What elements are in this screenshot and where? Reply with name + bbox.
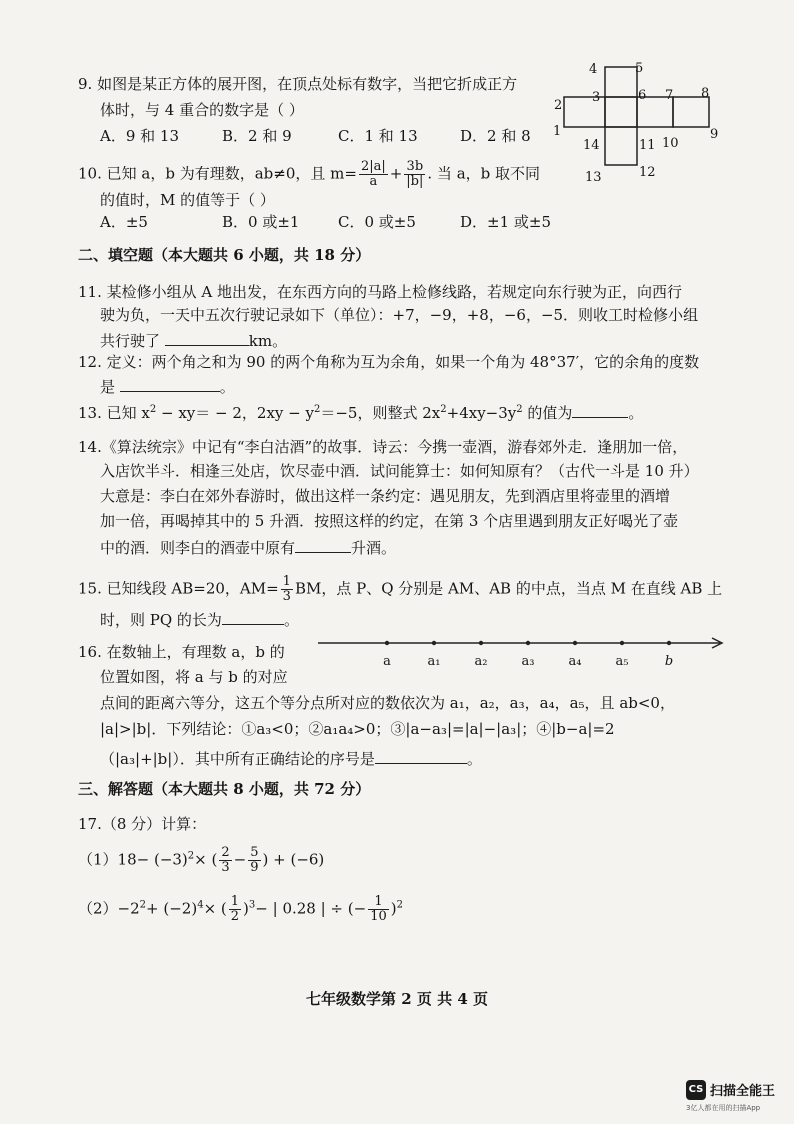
- q17-fraction: [229, 895, 241, 924]
- number-line-point: [526, 641, 530, 645]
- number-line-label: a₄: [568, 654, 582, 669]
- q15-text: 15. 已知线段 AB=20，AM=: [78, 579, 279, 598]
- exponent: 2: [440, 404, 447, 415]
- q17-text: − | 0.28 | ÷ (−: [255, 899, 367, 918]
- q17-text: ) + (−6): [262, 850, 325, 869]
- q16-line3: 点间的距离六等分，这五个等分点所对应的数依次为 a₁，a₂，a₃，a₄，a₅，且 ab<0，: [100, 694, 675, 712]
- q10-line1: [78, 160, 540, 189]
- q15-fraction: [281, 575, 293, 604]
- vertex-label: 12: [639, 165, 656, 180]
- number-line-points: [383, 641, 673, 669]
- q14-line2: 入店饮半斗．相逢三处店，饮尽壶中酒．试问能算士：如何知原有？（古代一斗是 10 升）: [100, 462, 699, 480]
- q15-period: 。: [283, 611, 299, 629]
- fraction-numerator: 1: [282, 574, 291, 589]
- q9-option-a: A．9 和 13: [100, 127, 179, 145]
- q16-period: 。: [466, 750, 482, 768]
- q17-part1: [78, 846, 324, 875]
- q13-text: ＝−5，则整式 2x: [320, 404, 441, 422]
- q13-text: 13. 已知 x: [78, 404, 150, 422]
- vertex-label: 7: [665, 88, 674, 103]
- minus-sign: −: [233, 850, 247, 869]
- number-line-point: [432, 641, 436, 645]
- q16-line4: |a|>|b|．下列结论：①a₃<0；②a₁a₄>0；③|a−a₃|=|a|−|a₃|；④|b−a|=2: [100, 720, 615, 738]
- cube-net-figure: [550, 55, 730, 190]
- q9-option-d: D．2 和 8: [460, 127, 531, 145]
- vertex-label: 2: [554, 98, 563, 113]
- fraction-denominator: 3: [221, 860, 230, 875]
- fraction-numerator: 1: [230, 894, 240, 909]
- section-3-heading: 三、解答题（本大题共 8 小题，共 72 分）: [78, 780, 371, 798]
- q10-line2: 的值时，M 的值等于（ ）: [100, 191, 275, 209]
- q14-line1: 14.《算法统宗》中记有“李白沽酒”的故事．诗云：今携一壶酒，游春郊外走．逢朋加一倍，: [78, 438, 688, 456]
- q10-option-b: B．0 或±1: [222, 213, 300, 231]
- q15-text: 时，则 PQ 的长为: [100, 611, 222, 629]
- q12-line2: [100, 375, 235, 397]
- watermark-subtitle: 3亿人都在用的扫描App: [686, 1104, 761, 1112]
- fraction-numerator: 1: [368, 895, 389, 910]
- exponent: 2: [516, 404, 523, 415]
- q17-part2: [78, 895, 403, 924]
- q16-line5: [100, 747, 482, 769]
- net-face-right2: [673, 97, 709, 127]
- q14-unit: 升酒。: [351, 539, 397, 557]
- number-line-label: a₃: [521, 654, 535, 669]
- q9-line2: 体时，与 4 重合的数字是（ ）: [100, 101, 304, 119]
- number-line-point: [479, 641, 483, 645]
- q15-text: BM，点 P、Q 分别是 AM、AB 的中点，当点 M 在直线 AB 上: [294, 579, 723, 598]
- watermark-title: 扫描全能王: [710, 1084, 776, 1099]
- plus-sign: +: [389, 164, 403, 183]
- number-line-point: [573, 641, 577, 645]
- exponent: 2: [149, 404, 157, 415]
- answer-blank[interactable]: [165, 329, 249, 346]
- q10-suffix: . 当 a，b 取不同: [427, 164, 541, 183]
- fraction-denominator: 2: [230, 909, 240, 924]
- q17-text: × (: [203, 899, 227, 918]
- exponent: 3: [248, 899, 256, 911]
- answer-blank[interactable]: [375, 747, 467, 764]
- q14-line4: 加一倍，再喝掉其中的 5 升酒．按照这样的约定，在第 3 个店里遇到朋友正好喝光了壶: [100, 512, 679, 530]
- answer-blank[interactable]: [572, 401, 628, 418]
- number-line-label: a₂: [474, 654, 488, 669]
- q17-fraction: [219, 846, 231, 875]
- q13-text: 的值为: [522, 404, 573, 422]
- q17-text: ): [243, 899, 249, 918]
- fraction-denominator: 3: [282, 589, 291, 604]
- q14-line5: [100, 536, 396, 558]
- vertex-label: 6: [638, 88, 647, 103]
- q17-text: （2）−2: [78, 899, 140, 918]
- q12-text: 是: [100, 378, 116, 396]
- q9-line1: 9. 如图是某正方体的展开图，在顶点处标有数字，当把它折成正方: [78, 75, 518, 93]
- vertex-label: 11: [639, 138, 656, 153]
- q11-line1: 11. 某检修小组从 A 地出发，在东西方向的马路上检修线路，若规定向东行驶为正，向西行: [78, 283, 682, 301]
- q17-title: 17.（8 分）计算：: [78, 815, 207, 833]
- exponent: 2: [187, 850, 195, 862]
- exponent: 2: [396, 899, 403, 911]
- answer-blank[interactable]: [120, 375, 220, 392]
- number-line-label: b: [664, 654, 674, 669]
- number-line-label: a₅: [615, 654, 629, 669]
- net-face-top: [605, 67, 637, 97]
- q10-fraction-2: [404, 160, 425, 189]
- q17-fraction: [368, 895, 389, 924]
- net-face-center: [605, 97, 637, 127]
- q16-line1: 16. 在数轴上，有理数 a，b 的: [78, 643, 285, 661]
- q13-text: − xy＝ − 2，2xy − y: [156, 404, 314, 422]
- q11-line2: 驶为负，一天中五次行驶记录如下（单位）：+7，−9，+8，−6，−5．则收工时检修小组: [100, 306, 699, 324]
- vertex-label: 1: [553, 124, 562, 139]
- vertex-label: 4: [589, 62, 598, 77]
- q10-option-a: A．±5: [100, 213, 148, 231]
- vertex-label: 13: [585, 170, 602, 185]
- page-footer: 七年级数学第 2 页 共 4 页: [306, 990, 488, 1008]
- answer-blank[interactable]: [295, 536, 351, 553]
- q9-option-c: C．1 和 13: [338, 127, 418, 145]
- q13-period: 。: [628, 404, 644, 422]
- fraction-numerator: 3b: [404, 160, 425, 175]
- fraction-denominator: a: [369, 174, 378, 189]
- q13-line: [78, 400, 643, 423]
- q17-text: （1）18− (−3): [78, 850, 188, 869]
- q12-line1: 12. 定义：两个角之和为 90 的两个角称为互为余角，如果一个角为 48°37′，它的余角的度数: [78, 353, 700, 371]
- number-line-figure: [318, 634, 728, 674]
- number-line-label: a: [383, 654, 391, 669]
- camscanner-logo-icon: CS: [686, 1080, 706, 1100]
- section-2-heading: 二、填空题（本大题共 6 小题，共 18 分）: [78, 246, 371, 264]
- q17-text: ): [390, 899, 397, 918]
- q13-text: +4xy−3y: [446, 404, 517, 422]
- number-line-point: [667, 641, 671, 645]
- q10-option-c: C．0 或±5: [338, 213, 416, 231]
- vertex-label: 9: [710, 127, 719, 142]
- q16-line2: 位置如图，将 a 与 b 的对应: [100, 668, 288, 686]
- q14-line3: 大意是：李白在郊外春游时，做出这样一条约定：遇见朋友，先到酒店里将壶里的酒增: [100, 487, 671, 505]
- vertex-label: 10: [662, 136, 679, 151]
- q15-line1: [78, 575, 722, 604]
- q17-fraction: [248, 846, 260, 875]
- vertex-label: 3: [592, 90, 601, 105]
- vertex-label: 8: [701, 86, 710, 101]
- fraction-denominator: |b|: [406, 174, 424, 189]
- exponent: 2: [139, 899, 147, 911]
- q17-text: × (: [194, 850, 218, 869]
- fraction-denominator: 9: [250, 860, 259, 875]
- exponent: 2: [313, 404, 321, 415]
- number-line-point: [385, 641, 389, 645]
- number-line-label: a₁: [427, 654, 441, 669]
- q10-option-d: D．±1 或±5: [460, 213, 552, 231]
- net-face-bottom: [605, 127, 637, 165]
- q10-fraction-1: [359, 160, 388, 189]
- q11-line3: [100, 329, 287, 351]
- q11-text: 共行驶了: [100, 332, 161, 350]
- answer-blank[interactable]: [222, 608, 284, 625]
- fraction-denominator: 10: [370, 909, 387, 924]
- exponent: 4: [197, 899, 204, 911]
- vertex-label: 14: [583, 138, 600, 153]
- q11-unit: km。: [248, 332, 288, 350]
- q9-option-b: B．2 和 9: [222, 127, 292, 145]
- q14-text: 中的酒．则李白的酒壶中原有: [100, 539, 296, 557]
- number-line-point: [620, 641, 624, 645]
- q12-period: 。: [219, 378, 235, 396]
- fraction-numerator: 5: [250, 845, 259, 860]
- q10-prefix: 10. 已知 a，b 为有理数，ab≠0，且 m=: [78, 164, 357, 183]
- q15-line2: [100, 608, 299, 630]
- fraction-numerator: 2: [221, 845, 230, 860]
- fraction-numerator: 2|a|: [360, 159, 386, 174]
- q16-text: （|a₃|+|b|）．其中所有正确结论的序号是: [100, 750, 375, 768]
- vertex-label: 5: [635, 61, 644, 76]
- q17-text: + (−2): [146, 899, 198, 918]
